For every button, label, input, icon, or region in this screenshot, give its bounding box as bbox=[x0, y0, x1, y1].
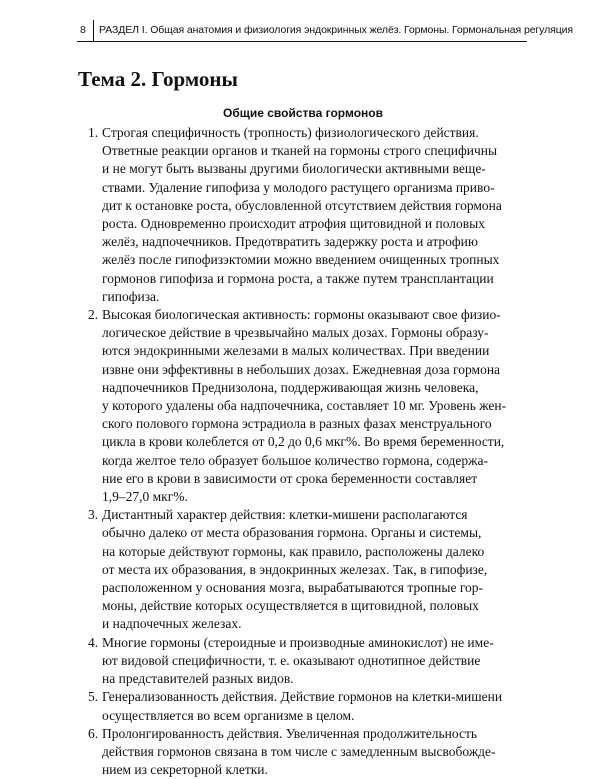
text-line: на которые действуют гормоны, как правило, расположены далеко bbox=[102, 543, 485, 559]
text-line: роста. Одновременно происходит атрофия щитовидной и половых bbox=[102, 216, 485, 232]
list-item bbox=[78, 306, 526, 506]
text-line: нием из секреторной клетки. bbox=[102, 762, 268, 778]
text-line: Строгая специфичность (тропность) физиологического действия. bbox=[102, 125, 479, 140]
list-item-number: 3. bbox=[88, 507, 99, 523]
text-line: моны, действие которых осуществляется в щитовидной, половых bbox=[102, 598, 479, 614]
text-line: действия гормонов связана в том числе с замедленным высвобожде- bbox=[102, 743, 496, 759]
hormone-properties-list bbox=[78, 124, 526, 779]
topic-title: Тема 2. Гормоны bbox=[78, 67, 238, 92]
page-number: 8 bbox=[80, 24, 86, 36]
text-line: желёз, надпочечников. Предотвратить задержку роста и атрофию bbox=[102, 234, 478, 250]
text-line: ние его в крови в зависимости от срока беременности составляет bbox=[102, 470, 478, 486]
text-line: надпочечников Преднизолона, поддерживающая жизнь человека, bbox=[102, 379, 479, 395]
text-line: извне они эффективны в небольших дозах. Ежедневная доза гормона bbox=[102, 361, 501, 377]
running-head-rule bbox=[77, 41, 527, 42]
list-item bbox=[78, 124, 526, 306]
text-line: у которого удалены оба надпочечника, составляет 10 мг. Уровень жен- bbox=[102, 398, 507, 414]
list-item bbox=[78, 506, 526, 633]
list-item bbox=[78, 634, 526, 689]
text-line: ствами. Удаление гипофиза у молодого растущего организма приво- bbox=[102, 179, 495, 195]
text-line: и не могут быть вызваны другими биологически активными веще- bbox=[102, 161, 486, 177]
text-line: Дистантный характер действия: клетки-мишени располагаются bbox=[102, 507, 468, 523]
list-item-number: 1. bbox=[88, 125, 99, 140]
text-line: на представителей разных видов. bbox=[102, 671, 294, 687]
text-line: Ответные реакции органов и тканей на гормоны строго специфичны bbox=[102, 143, 498, 159]
text-line: Пролонгированность действия. Увеличенная продолжительность bbox=[102, 725, 478, 741]
text-line: 1,9–27,0 мкг%. bbox=[102, 489, 188, 505]
text-line: желёз после гипофизэктомии можно введением очищенных тропных bbox=[102, 252, 500, 268]
list-item bbox=[78, 688, 526, 724]
text-line: обычно далеко от места образования гормона. Органы и системы, bbox=[102, 525, 482, 541]
text-line: от места их образования, в эндокринных железах. Так, в гипофизе, bbox=[102, 561, 488, 577]
list-item-number: 4. bbox=[88, 634, 99, 650]
text-line: ского полового гормона эстрадиола в разных фазах менструального bbox=[102, 416, 492, 432]
running-head bbox=[77, 20, 573, 42]
section-subheading: Общие свойства гормонов bbox=[223, 105, 383, 120]
list-item bbox=[78, 725, 526, 779]
list-item-number: 6. bbox=[88, 725, 99, 741]
text-line: когда желтое тело образует большое количество гормона, содержа- bbox=[102, 452, 488, 468]
text-line: расположенном у основания мозга, вырабатываются тропные гор- bbox=[102, 580, 484, 596]
text-line: осуществляется во всем организме в целом. bbox=[102, 707, 355, 723]
text-line: гормонов гипофиза и гормона роста, а также путем трансплантации bbox=[102, 270, 494, 286]
text-line: Высокая биологическая активность: гормоны оказывают свое физио- bbox=[102, 307, 501, 323]
running-head-divider bbox=[93, 20, 94, 42]
section-title: РАЗДЕЛ I. Общая анатомия и физиология эндокринных желёз. Гормоны. Гормональная регуляция bbox=[99, 24, 573, 36]
text-line: Многие гормоны (стероидные и производные аминокислот) не име- bbox=[102, 634, 494, 650]
text-line: и надпочечных железах. bbox=[102, 616, 242, 632]
text-line: гипофиза. bbox=[102, 288, 160, 304]
text-line: ют видовой специфичности, т. е. оказывают однотипное действие bbox=[102, 652, 481, 668]
text-line: логическое действие в чрезвычайно малых дозах. Гормоны образу- bbox=[102, 325, 489, 341]
text-line: дит к остановке роста, обусловленной отсутствием действия гормона bbox=[102, 197, 502, 213]
text-line: Генерализованность действия. Действие гормонов на клетки-мишени bbox=[102, 689, 503, 705]
text-line: ются эндокринными железами в малых количествах. При введении bbox=[102, 343, 490, 359]
list-item-number: 2. bbox=[88, 307, 99, 323]
text-line: цикла в крови колеблется от 0,2 до 0,6 мкг%. Во время беременности, bbox=[102, 434, 505, 450]
list-item-number: 5. bbox=[88, 689, 99, 705]
